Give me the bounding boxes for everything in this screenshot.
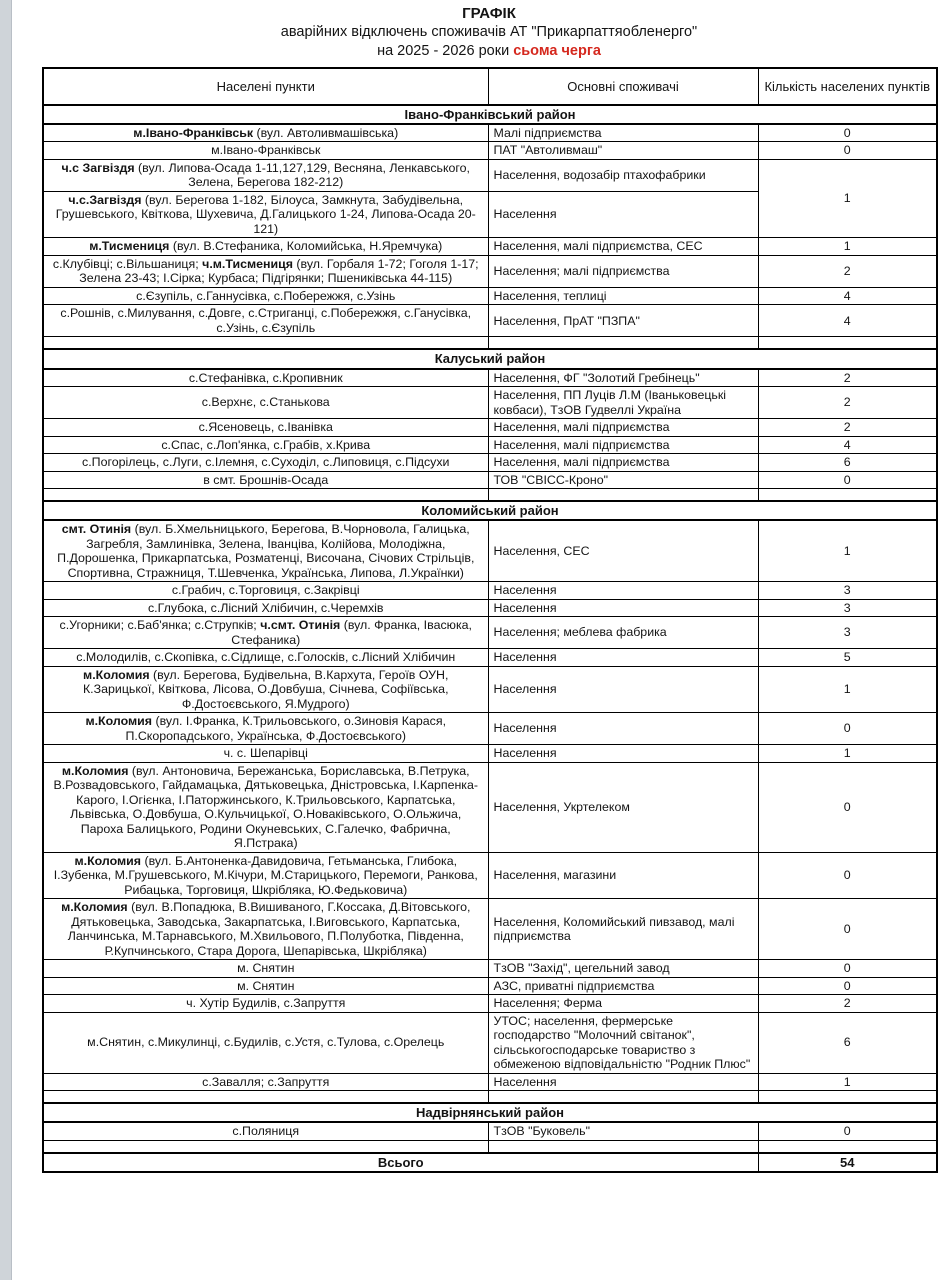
document-page (42, 5, 936, 1173)
consumers-cell: Населення, СЕС (488, 520, 758, 582)
settlements-cell: ч. с. Шепарівці (43, 745, 488, 763)
count-cell: 2 (758, 255, 937, 287)
settlements-cell: с.Глубока, с.Лісний Хлібичин, с.Черемхів (43, 599, 488, 617)
consumers-cell: Населення, ФГ "Золотий Гребінець" (488, 369, 758, 387)
table-header (43, 68, 937, 105)
consumers-cell: Населення, малі підприємства (488, 436, 758, 454)
settlements-cell: ч. Хутір Будилів, с.Запруття (43, 995, 488, 1013)
settlements-cell: ч.с Загвіздя (вул. Липова-Осада 1-11,127,129, Весняна, Ленкавського, Зелена, Берегова 182-212) (43, 159, 488, 191)
empty-cell (758, 1091, 937, 1104)
title-block (42, 5, 936, 60)
settlements-cell: м.Івано-Франківськ (вул. Автоливмашівська) (43, 124, 488, 142)
count-cell: 2 (758, 995, 937, 1013)
settlements-cell: в смт. Брошнів-Осада (43, 471, 488, 489)
count-cell: 2 (758, 369, 937, 387)
schedule-table-body (43, 105, 937, 1153)
table-footer (43, 1153, 937, 1172)
consumers-cell: Населення, малі підприємства, СЕС (488, 238, 758, 256)
table-row (43, 520, 937, 582)
empty-cell (488, 489, 758, 502)
table-row (43, 142, 937, 160)
section-header-row (43, 1103, 937, 1122)
settlements-cell: с.Молодилів, с.Скопівка, с.Сідлище, с.Голосків, с.Лісний Хлібичин (43, 649, 488, 667)
table-row (43, 436, 937, 454)
consumers-cell: Населення, малі підприємства (488, 419, 758, 437)
settlements-cell: м.Коломия (вул. Б.Антоненка-Давидовича, Гетьманська, Глибока, І.Зубенка, М.Грушевського, М.Кічури, М.Старицького, Перемоги, Ранкова, Рибацька, Торговиця, Шкрібляка, Ю.Федьковича) (43, 852, 488, 899)
table-row (43, 599, 937, 617)
table-row (43, 762, 937, 852)
settlements-cell: с.Ясеновець, с.Іванівка (43, 419, 488, 437)
count-cell: 1 (758, 238, 937, 256)
queue-highlight: сьома черга (513, 42, 601, 59)
count-cell: 0 (758, 142, 937, 160)
count-cell: 3 (758, 617, 937, 649)
settlements-cell: с.Спас, с.Лоп'янка, с.Грабів, х.Крива (43, 436, 488, 454)
table-row (43, 159, 937, 191)
header-count: Кількість населених пунктів (758, 68, 937, 105)
consumers-cell: Населення, ПрАТ "ПЗПА" (488, 305, 758, 337)
settlements-cell: с.Завалля; с.Запруття (43, 1073, 488, 1091)
count-cell: 2 (758, 387, 937, 419)
consumers-cell: Населення, Укртелеком (488, 762, 758, 852)
scan-edge (0, 0, 12, 1280)
table-row (43, 582, 937, 600)
empty-cell (43, 489, 488, 502)
consumers-cell: Населення (488, 191, 758, 238)
empty-cell (488, 1140, 758, 1153)
consumers-cell: ТОВ "СВІСС-Кроно" (488, 471, 758, 489)
consumers-cell: Населення (488, 666, 758, 713)
table-row (43, 305, 937, 337)
section-header-row (43, 349, 937, 368)
document-title: ГРАФІК (462, 5, 516, 22)
table-row (43, 1012, 937, 1073)
settlements-cell: с.Єзупіль, с.Ганнусівка, с.Побережжя, с.Узінь (43, 287, 488, 305)
table-row (43, 238, 937, 256)
count-cell: 6 (758, 454, 937, 472)
count-cell: 5 (758, 649, 937, 667)
table-row (43, 995, 937, 1013)
settlements-cell: м.Коломия (вул. Берегова, Будівельна, В.Кархута, Героїв ОУН, К.Зарицької, Квіткова, Лісова, О.Довбуша, Січнева, Софіївська, Ф.Достоєвського, Я.Мудрого) (43, 666, 488, 713)
consumers-cell: ТзОВ "Буковель" (488, 1122, 758, 1140)
count-cell: 0 (758, 471, 937, 489)
settlements-cell: м.Коломия (вул. І.Франка, К.Трильовського, о.Зиновія Карася, П.Скоропадського, Українська, Ф.Достоєвського) (43, 713, 488, 745)
table-row (43, 1122, 937, 1140)
table-row (43, 471, 937, 489)
settlements-cell: с.Клубівці; с.Вільшаниця; ч.м.Тисмениця (вул. Горбаля 1-72; Гоголя 1-17; Зелена 23-43; І.Сірка; Курбаса; Підгірянки; Пшениківська 44-115) (43, 255, 488, 287)
count-cell: 4 (758, 287, 937, 305)
settlements-cell: с.Грабич, с.Торговиця, с.Закрівці (43, 582, 488, 600)
table-row (43, 899, 937, 960)
empty-cell (43, 1091, 488, 1104)
consumers-cell: Малі підприємства (488, 124, 758, 142)
consumers-cell: Населення, водозабір птахофабрики (488, 159, 758, 191)
consumers-cell: Населення; малі підприємства (488, 255, 758, 287)
settlements-cell: м.Снятин, с.Микулинці, с.Будилів, с.Устя, с.Тулова, с.Орелець (43, 1012, 488, 1073)
consumers-cell: Населення (488, 713, 758, 745)
consumers-cell: Населення, малі підприємства (488, 454, 758, 472)
outage-schedule-table (42, 67, 938, 1174)
empty-row (43, 489, 937, 502)
count-cell: 1 (758, 1073, 937, 1091)
consumers-cell: ТзОВ "Захід", цегельний завод (488, 960, 758, 978)
empty-row (43, 1091, 937, 1104)
settlements-cell: м. Снятин (43, 960, 488, 978)
header-consumers: Основні споживачі (488, 68, 758, 105)
table-row (43, 287, 937, 305)
consumers-cell: Населення, ПП Луців Л.М (Іваньковецькі ковбаси), ТзОВ Гудвеллі Україна (488, 387, 758, 419)
consumers-cell: Населення (488, 745, 758, 763)
count-cell: 0 (758, 977, 937, 995)
total-row (43, 1153, 937, 1172)
header-row (43, 68, 937, 105)
table-row (43, 977, 937, 995)
count-cell: 1 (758, 745, 937, 763)
settlements-cell: с.Рошнів, с.Милування, с.Довге, с.Стриганці, с.Побережжя, с.Ганусівка, с.Узінь, с.Єзупіль (43, 305, 488, 337)
consumers-cell: УТОС; населення, фермерське господарство "Молочний світанок", сільськогосподарське товариство з обмеженою відповідальністю "Родник Плюс" (488, 1012, 758, 1073)
header-settlements: Населені пункти (43, 68, 488, 105)
settlements-cell: м.Коломия (вул. Антоновича, Бережанська, Бориславська, В.Петрука, В.Розвадовського, Гайдамацька, Дятьковецька, Дністровська, І.Карпенка-Карого, І.Огієнка, І.Паторжинського, К.Трильовського, Карпатська, Львівська, О.Довбуша, О.Кульчицької, О.Новаківського, О.Ольжича, Пароха Балицького, Родини Окуневських, С.Галечко, Фабрична, Я.Пстрака) (43, 762, 488, 852)
count-cell: 1 (758, 520, 937, 582)
consumers-cell: Населення (488, 582, 758, 600)
consumers-cell: ПАТ "Автоливмаш" (488, 142, 758, 160)
count-cell: 0 (758, 852, 937, 899)
empty-row (43, 1140, 937, 1153)
table-row (43, 454, 937, 472)
table-row (43, 255, 937, 287)
table-row (43, 1073, 937, 1091)
count-cell: 0 (758, 124, 937, 142)
count-cell: 6 (758, 1012, 937, 1073)
settlements-cell: м.Івано-Франківськ (43, 142, 488, 160)
section-title: Івано-Франківський район (43, 105, 937, 124)
count-cell: 0 (758, 960, 937, 978)
section-title: Калуський район (43, 349, 937, 368)
table-row (43, 369, 937, 387)
settlements-cell: с.Поляниця (43, 1122, 488, 1140)
settlements-cell: смт. Отинія (вул. Б.Хмельницького, Берегова, В.Чорновола, Галицька, Загребля, Замлинівка, Зелена, Іванціва, Колійова, Молодіжна, П.Дорошенка, Прикарпатська, Розматенці, Височана, Січових Стрільців, Спортивна, Стражниця, Т.Шевченка, Українська, Липова, Л.Українки) (43, 520, 488, 582)
settlements-cell: с.Стефанівка, с.Кропивник (43, 369, 488, 387)
count-cell: 0 (758, 1122, 937, 1140)
count-cell: 3 (758, 582, 937, 600)
empty-cell (488, 1091, 758, 1104)
settlements-cell: м.Коломия (вул. В.Попадюка, В.Вишиваного, Г.Коссака, Д.Вітовського, Дятьковецька, Заводська, Закарпатська, І.Виговського, Карпатська, Ланчинська, М.Тарнавського, М.Хвильового, П.Полуботка, Південна, Р.Купчинського, Стара Дорога, Шепарівська, Шкрібляка) (43, 899, 488, 960)
document-subtitle: аварійних відключень споживачів АТ "Прикарпаттяобленерго" (280, 24, 698, 41)
table-row (43, 617, 937, 649)
section-title: Надвірнянський район (43, 1103, 937, 1122)
table-row (43, 745, 937, 763)
table-row (43, 387, 937, 419)
count-cell: 3 (758, 599, 937, 617)
table-row (43, 666, 937, 713)
count-cell: 0 (758, 762, 937, 852)
empty-cell (758, 489, 937, 502)
section-title: Коломийський район (43, 501, 937, 520)
settlements-cell: с.Верхнє, с.Станькова (43, 387, 488, 419)
consumers-cell: АЗС, приватні підприємства (488, 977, 758, 995)
count-cell: 1 (758, 159, 937, 238)
table-row (43, 713, 937, 745)
count-cell: 4 (758, 436, 937, 454)
total-label: Всього (43, 1153, 758, 1172)
consumers-cell: Населення, теплиці (488, 287, 758, 305)
consumers-cell: Населення (488, 649, 758, 667)
settlements-cell: м.Тисмениця (вул. В.Стефаника, Коломийська, Н.Яремчука) (43, 238, 488, 256)
empty-cell (43, 337, 488, 350)
count-cell: 1 (758, 666, 937, 713)
count-cell: 4 (758, 305, 937, 337)
empty-cell (43, 1140, 488, 1153)
section-header-row (43, 501, 937, 520)
count-cell: 0 (758, 713, 937, 745)
consumers-cell: Населення, магазини (488, 852, 758, 899)
table-row (43, 649, 937, 667)
settlements-cell: с.Угорники; с.Баб'янка; с.Струпків; ч.смт. Отинія (вул. Франка, Івасюка, Стефаника) (43, 617, 488, 649)
consumers-cell: Населення (488, 599, 758, 617)
total-value: 54 (758, 1153, 937, 1172)
empty-row (43, 337, 937, 350)
empty-cell (758, 1140, 937, 1153)
settlements-cell: м. Снятин (43, 977, 488, 995)
table-row (43, 852, 937, 899)
settlements-cell: ч.с.Загвіздя (вул. Берегова 1-182, Білоуса, Замкнута, Забудівельна, Грушевського, Квіткова, Шухевича, Д.Галицького 1-24, Липова-Осада 20-121) (43, 191, 488, 238)
document-period (42, 43, 936, 60)
period-text: на 2025 - 2026 роки (377, 42, 514, 59)
empty-cell (488, 337, 758, 350)
consumers-cell: Населення, Коломийський пивзавод, малі підприємства (488, 899, 758, 960)
empty-cell (758, 337, 937, 350)
count-cell: 0 (758, 899, 937, 960)
consumers-cell: Населення; Ферма (488, 995, 758, 1013)
consumers-cell: Населення (488, 1073, 758, 1091)
table-row (43, 124, 937, 142)
table-row (43, 960, 937, 978)
section-header-row (43, 105, 937, 124)
consumers-cell: Населення; меблева фабрика (488, 617, 758, 649)
settlements-cell: с.Погорілець, с.Луги, с.Ілемня, с.Суходіл, с.Липовиця, с.Підсухи (43, 454, 488, 472)
table-row (43, 419, 937, 437)
count-cell: 2 (758, 419, 937, 437)
